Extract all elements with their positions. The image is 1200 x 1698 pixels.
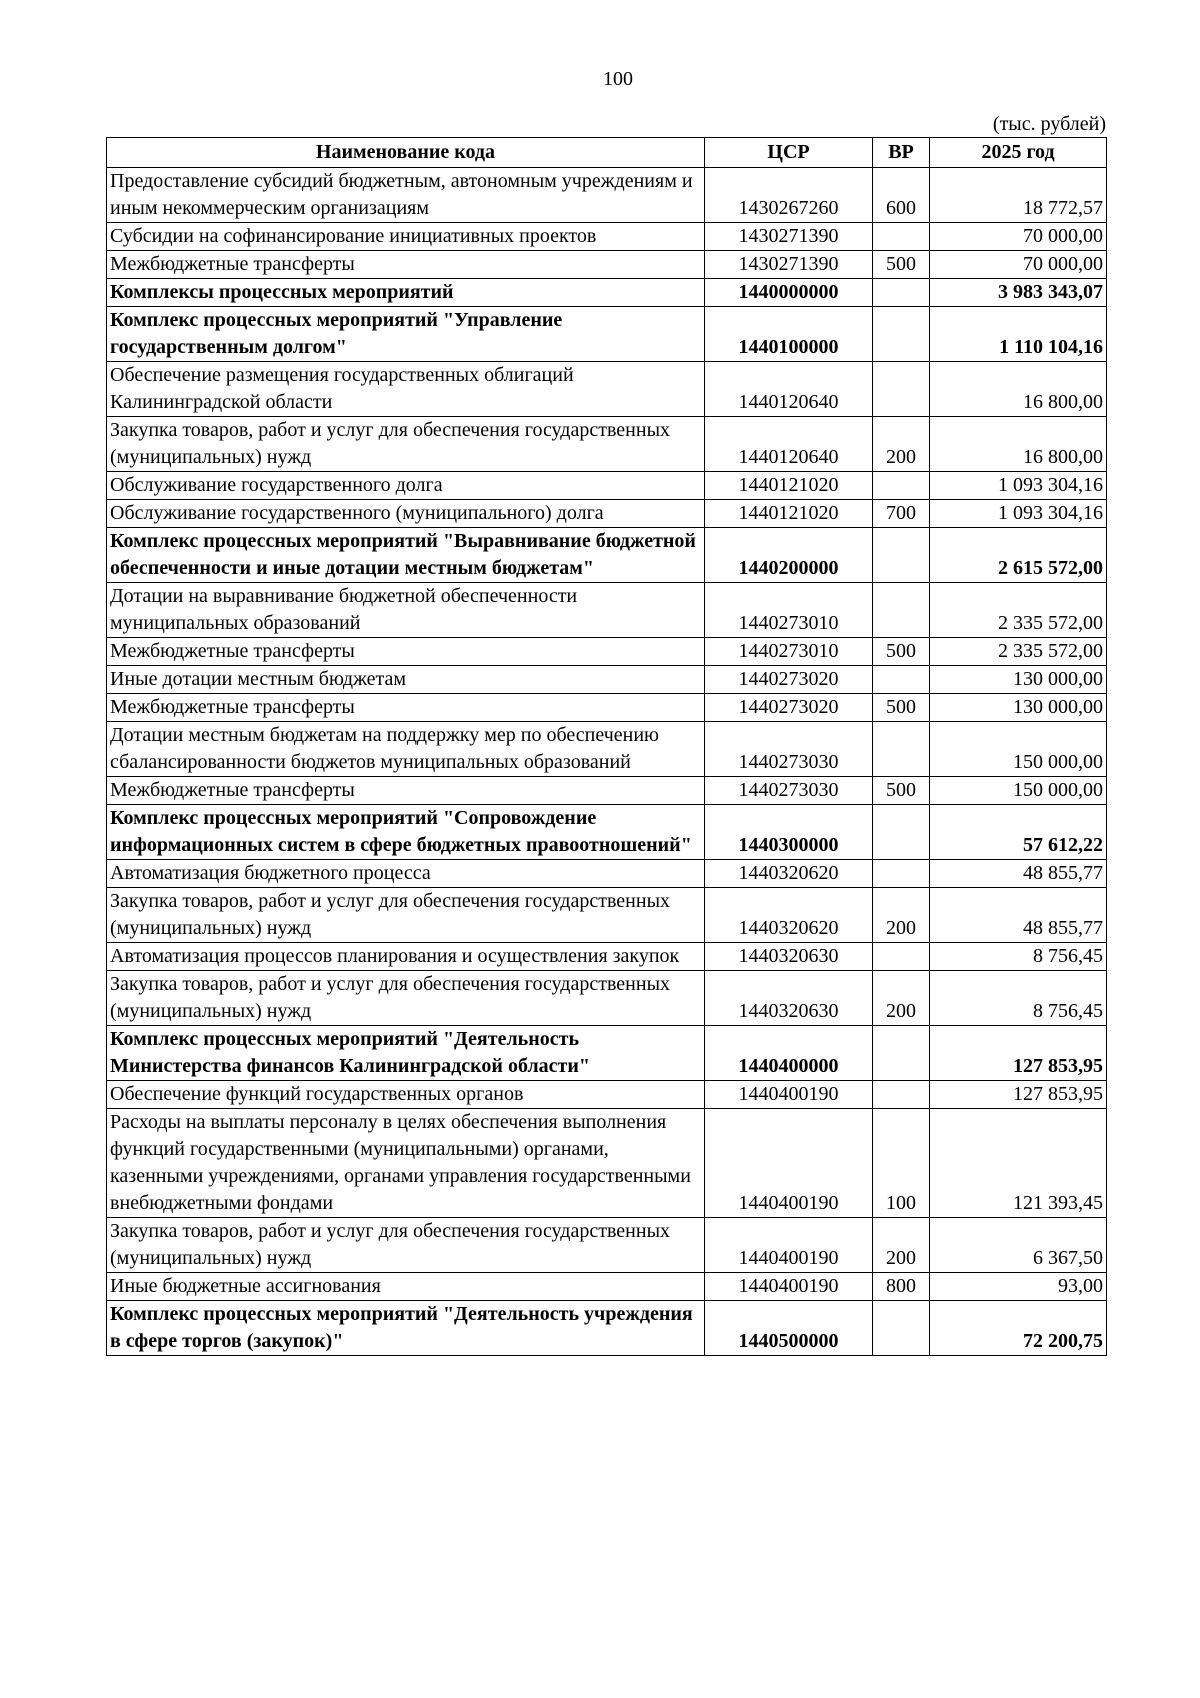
row-amount-cell: 1 093 304,16 (930, 472, 1107, 500)
row-csr-cell: 1440273010 (705, 638, 873, 666)
row-csr-cell: 1440273030 (705, 722, 873, 777)
row-csr-cell: 1440400190 (705, 1218, 873, 1273)
table-row (107, 307, 1107, 362)
row-csr-cell: 1440200000 (705, 528, 873, 583)
row-amount-cell: 2 335 572,00 (930, 638, 1107, 666)
row-csr-cell: 1440400000 (705, 1026, 873, 1081)
row-vr-cell (873, 279, 930, 307)
row-name-cell: Дотации на выравнивание бюджетной обеспеченности муниципальных образований (107, 583, 705, 638)
row-csr-cell: 1440273020 (705, 666, 873, 694)
table-row (107, 223, 1107, 251)
row-vr-cell: 200 (873, 971, 930, 1026)
row-amount-cell: 3 983 343,07 (930, 279, 1107, 307)
table-row (107, 251, 1107, 279)
row-amount-cell: 48 855,77 (930, 888, 1107, 943)
table-row (107, 1273, 1107, 1301)
row-vr-cell (873, 805, 930, 860)
table-row (107, 362, 1107, 417)
row-amount-cell: 16 800,00 (930, 417, 1107, 472)
row-amount-cell: 130 000,00 (930, 694, 1107, 722)
row-csr-cell: 1440120640 (705, 417, 873, 472)
row-csr-cell: 1440273010 (705, 583, 873, 638)
table-row (107, 888, 1107, 943)
row-name-cell: Межбюджетные трансферты (107, 694, 705, 722)
row-vr-cell (873, 860, 930, 888)
table-row (107, 805, 1107, 860)
row-vr-cell (873, 1301, 930, 1356)
row-name-cell: Предоставление субсидий бюджетным, автономным учреждениям и иным некоммерческим организациям (107, 168, 705, 223)
row-name-cell: Межбюджетные трансферты (107, 251, 705, 279)
table-row (107, 638, 1107, 666)
row-amount-cell: 8 756,45 (930, 971, 1107, 1026)
row-vr-cell (873, 362, 930, 417)
row-amount-cell: 127 853,95 (930, 1026, 1107, 1081)
row-csr-cell: 1440400190 (705, 1273, 873, 1301)
row-vr-cell (873, 223, 930, 251)
row-csr-cell: 1440273020 (705, 694, 873, 722)
row-amount-cell: 48 855,77 (930, 860, 1107, 888)
row-csr-cell: 1430271390 (705, 251, 873, 279)
row-csr-cell: 1440300000 (705, 805, 873, 860)
row-csr-cell: 1440320620 (705, 888, 873, 943)
row-name-cell: Межбюджетные трансферты (107, 777, 705, 805)
table-header-row (107, 138, 1107, 168)
table-row (107, 943, 1107, 971)
table-row (107, 860, 1107, 888)
page-number: 100 (603, 68, 633, 90)
row-name-cell: Иные бюджетные ассигнования (107, 1273, 705, 1301)
row-amount-cell: 1 093 304,16 (930, 500, 1107, 528)
row-name-cell: Комплексы процессных мероприятий (107, 279, 705, 307)
table-row (107, 528, 1107, 583)
row-csr-cell: 1430271390 (705, 223, 873, 251)
row-csr-cell: 1440400190 (705, 1081, 873, 1109)
row-csr-cell: 1430267260 (705, 168, 873, 223)
table-row (107, 722, 1107, 777)
header-year: 2025 год (930, 138, 1107, 168)
row-name-cell: Дотации местным бюджетам на поддержку мер по обеспечению сбалансированности бюджетов муниципальных образований (107, 722, 705, 777)
row-vr-cell (873, 666, 930, 694)
table-row (107, 279, 1107, 307)
row-name-cell: Обслуживание государственного (муниципального) долга (107, 500, 705, 528)
row-name-cell: Комплекс процессных мероприятий "Сопровождение информационных систем в сфере бюджетных правоотношений" (107, 805, 705, 860)
budget-table (106, 137, 1107, 1356)
row-amount-cell: 2 615 572,00 (930, 528, 1107, 583)
row-csr-cell: 1440000000 (705, 279, 873, 307)
table-row (107, 1081, 1107, 1109)
row-vr-cell: 200 (873, 1218, 930, 1273)
row-name-cell: Обслуживание государственного долга (107, 472, 705, 500)
row-name-cell: Субсидии на софинансирование инициативных проектов (107, 223, 705, 251)
row-vr-cell: 800 (873, 1273, 930, 1301)
row-vr-cell (873, 943, 930, 971)
row-csr-cell: 1440121020 (705, 472, 873, 500)
row-csr-cell: 1440100000 (705, 307, 873, 362)
row-vr-cell: 500 (873, 694, 930, 722)
row-vr-cell (873, 722, 930, 777)
row-vr-cell: 100 (873, 1109, 930, 1218)
row-vr-cell (873, 528, 930, 583)
row-amount-cell: 2 335 572,00 (930, 583, 1107, 638)
row-name-cell: Обеспечение функций государственных органов (107, 1081, 705, 1109)
row-name-cell: Расходы на выплаты персоналу в целях обеспечения выполнения функций государственными (муниципальными) органами, казенными учреждениями, органами управления государственными внебюджетными фондами (107, 1109, 705, 1218)
units-label: (тыс. рублей) (992, 113, 1106, 135)
table-row (107, 500, 1107, 528)
row-amount-cell: 130 000,00 (930, 666, 1107, 694)
row-vr-cell: 200 (873, 888, 930, 943)
row-name-cell: Межбюджетные трансферты (107, 638, 705, 666)
row-name-cell: Иные дотации местным бюджетам (107, 666, 705, 694)
table-row (107, 1026, 1107, 1081)
row-amount-cell: 70 000,00 (930, 251, 1107, 279)
header-name: Наименование кода (107, 138, 705, 168)
row-name-cell: Комплекс процессных мероприятий "Деятельность Министерства финансов Калининградской области" (107, 1026, 705, 1081)
row-amount-cell: 16 800,00 (930, 362, 1107, 417)
row-amount-cell: 150 000,00 (930, 777, 1107, 805)
row-amount-cell: 93,00 (930, 1273, 1107, 1301)
row-vr-cell (873, 472, 930, 500)
row-csr-cell: 1440500000 (705, 1301, 873, 1356)
row-name-cell: Закупка товаров, работ и услуг для обеспечения государственных (муниципальных) нужд (107, 417, 705, 472)
row-vr-cell: 500 (873, 251, 930, 279)
table-row (107, 694, 1107, 722)
table-row (107, 666, 1107, 694)
row-vr-cell (873, 307, 930, 362)
table-row (107, 1301, 1107, 1356)
row-name-cell: Обеспечение размещения государственных облигаций Калининградской области (107, 362, 705, 417)
table-row (107, 417, 1107, 472)
row-csr-cell: 1440400190 (705, 1109, 873, 1218)
row-amount-cell: 6 367,50 (930, 1218, 1107, 1273)
row-amount-cell: 1 110 104,16 (930, 307, 1107, 362)
row-csr-cell: 1440121020 (705, 500, 873, 528)
row-name-cell: Закупка товаров, работ и услуг для обеспечения государственных (муниципальных) нужд (107, 971, 705, 1026)
row-vr-cell: 200 (873, 417, 930, 472)
table-row (107, 583, 1107, 638)
row-amount-cell: 57 612,22 (930, 805, 1107, 860)
row-amount-cell: 18 772,57 (930, 168, 1107, 223)
row-vr-cell (873, 1026, 930, 1081)
table-row (107, 472, 1107, 500)
row-name-cell: Автоматизация процессов планирования и осуществления закупок (107, 943, 705, 971)
row-amount-cell: 70 000,00 (930, 223, 1107, 251)
row-csr-cell: 1440273030 (705, 777, 873, 805)
row-vr-cell (873, 1081, 930, 1109)
table-row (107, 777, 1107, 805)
row-name-cell: Комплекс процессных мероприятий "Управление государственным долгом" (107, 307, 705, 362)
row-vr-cell: 600 (873, 168, 930, 223)
row-csr-cell: 1440320630 (705, 943, 873, 971)
header-vr: ВР (873, 138, 930, 168)
row-csr-cell: 1440320620 (705, 860, 873, 888)
row-vr-cell: 500 (873, 777, 930, 805)
table-row (107, 1109, 1107, 1218)
row-name-cell: Закупка товаров, работ и услуг для обеспечения государственных (муниципальных) нужд (107, 888, 705, 943)
row-csr-cell: 1440320630 (705, 971, 873, 1026)
row-name-cell: Автоматизация бюджетного процесса (107, 860, 705, 888)
row-name-cell: Комплекс процессных мероприятий "Выравнивание бюджетной обеспеченности и иные дотации местным бюджетам" (107, 528, 705, 583)
row-amount-cell: 150 000,00 (930, 722, 1107, 777)
row-name-cell: Закупка товаров, работ и услуг для обеспечения государственных (муниципальных) нужд (107, 1218, 705, 1273)
row-amount-cell: 72 200,75 (930, 1301, 1107, 1356)
table-body (107, 168, 1107, 1356)
row-vr-cell: 700 (873, 500, 930, 528)
table-row (107, 1218, 1107, 1273)
row-vr-cell: 500 (873, 638, 930, 666)
table-row (107, 168, 1107, 223)
row-vr-cell (873, 583, 930, 638)
row-name-cell: Комплекс процессных мероприятий "Деятельность учреждения в сфере торгов (закупок)" (107, 1301, 705, 1356)
table-row (107, 971, 1107, 1026)
row-amount-cell: 127 853,95 (930, 1081, 1107, 1109)
header-csr: ЦСР (705, 138, 873, 168)
row-amount-cell: 8 756,45 (930, 943, 1107, 971)
row-csr-cell: 1440120640 (705, 362, 873, 417)
row-amount-cell: 121 393,45 (930, 1109, 1107, 1218)
